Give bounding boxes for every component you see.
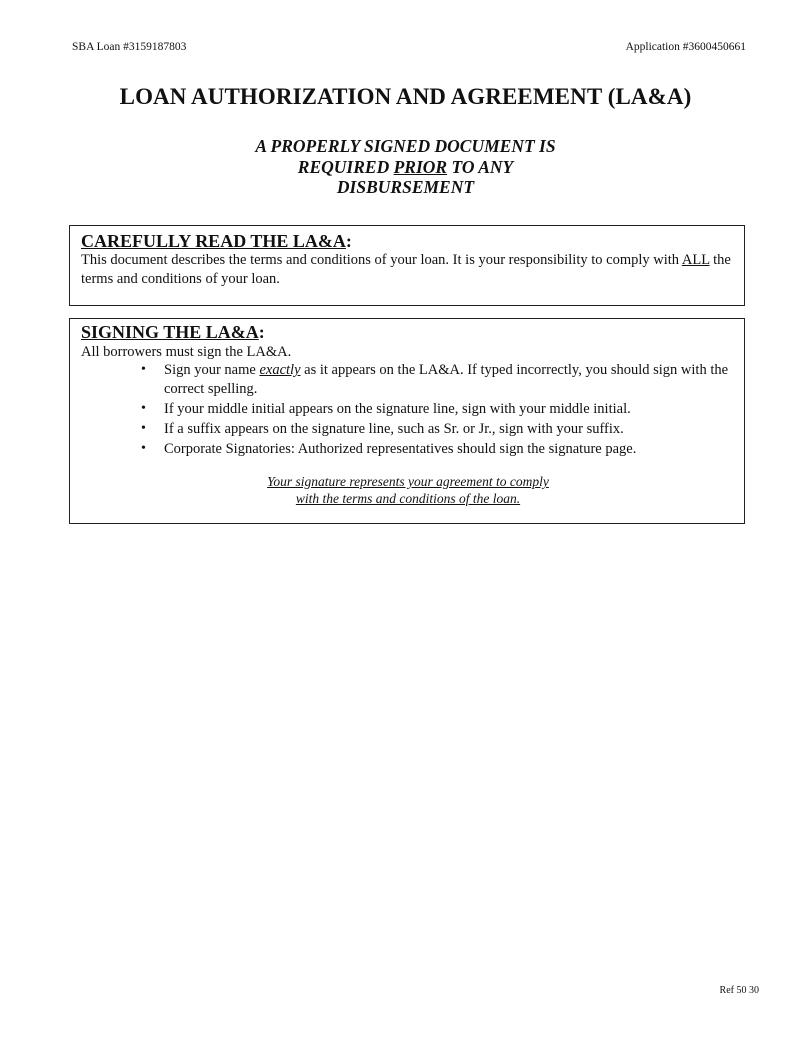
bullet-icon: •	[141, 440, 146, 456]
read-section-heading-colon: :	[345, 231, 352, 251]
read-section-heading	[81, 231, 352, 252]
read-section-box	[69, 225, 745, 306]
signing-section-intro: All borrowers must sign the LA&A.	[81, 344, 292, 360]
bullet-1-post: as it appears on the LA&A. If typed incorrectly, you should sign with the correct spelling.	[164, 362, 729, 397]
bullet-1-pre: Sign your name	[164, 362, 260, 378]
bullet-3-text: If a suffix appears on the signature line, such as Sr. or Jr., sign with your suffix.	[164, 420, 624, 437]
subtitle-line-1: A PROPERLY SIGNED DOCUMENT IS	[255, 136, 556, 156]
subtitle-prior-emphasis: PRIOR	[393, 156, 448, 177]
bullet-2-text: If your middle initial appears on the signature line, sign with your middle initial.	[164, 400, 631, 417]
signing-section-heading-colon: :	[258, 322, 265, 342]
read-section-heading-text: CAREFULLY READ THE LA&A	[81, 231, 346, 251]
subtitle-line-3: DISBURSEMENT	[336, 177, 475, 197]
signature-note-line-2: with the terms and conditions of the loan.	[295, 490, 521, 506]
signing-instruction-item	[70, 420, 746, 439]
read-section-text-post: the terms and conditions of your loan.	[81, 252, 731, 287]
signing-section-heading	[81, 322, 265, 343]
header-application-number: Application #3600450661	[625, 41, 746, 53]
read-section-text-pre: This document describes the terms and conditions of your loan. It is your responsibility to comply with	[81, 252, 682, 268]
subtitle-notice	[0, 136, 811, 198]
read-section-all-emphasis: ALL	[681, 252, 710, 268]
read-section-text	[81, 251, 741, 288]
subtitle-line-2-pre: REQUIRED	[297, 156, 394, 177]
signing-section-box	[69, 318, 745, 524]
bullet-icon: •	[141, 362, 146, 377]
signature-note-line-1: Your signature represents your agreement to comply	[267, 474, 549, 489]
header-loan-number: SBA Loan #3159187803	[72, 41, 187, 53]
bullet-1-exactly-emphasis: exactly	[259, 362, 301, 378]
signing-instruction-item	[70, 400, 746, 419]
signing-section-heading-text: SIGNING THE LA&A	[81, 322, 259, 342]
footer-reference: Ref 50 30	[719, 985, 759, 996]
bullet-4-text: Corporate Signatories: Authorized representatives should sign the signature page.	[164, 440, 637, 457]
page-title: LOAN AUTHORIZATION AND AGREEMENT (LA&A)	[119, 84, 692, 109]
signing-instruction-item	[70, 440, 746, 459]
signing-instruction-item	[70, 361, 746, 398]
subtitle-line-2	[0, 157, 811, 178]
subtitle-line-2-post: TO ANY	[447, 156, 514, 177]
bullet-icon: •	[141, 400, 146, 416]
signature-agreement-note	[70, 474, 746, 507]
signing-instructions-list	[70, 361, 746, 460]
bullet-icon: •	[141, 420, 146, 436]
